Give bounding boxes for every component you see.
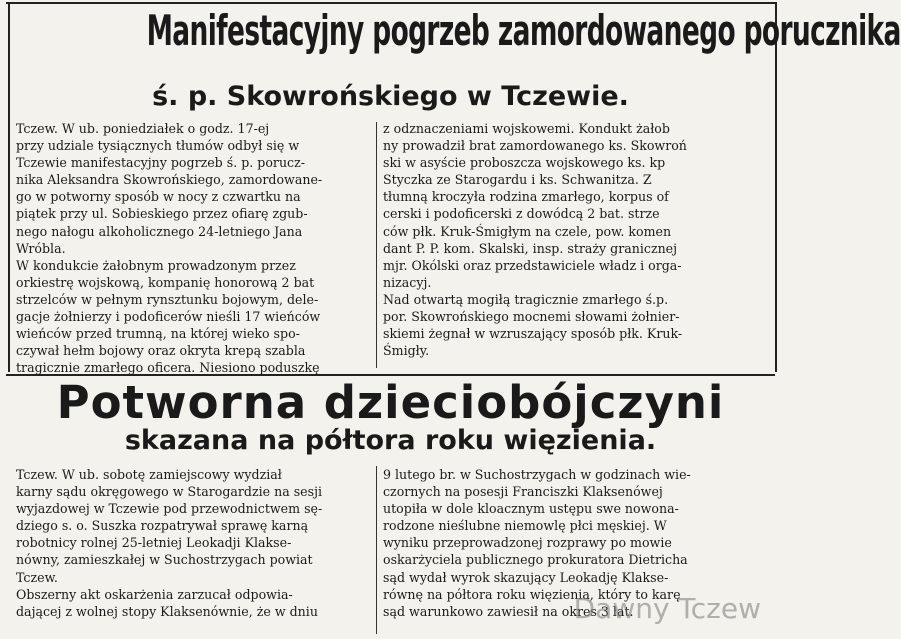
text-line: nika Aleksandra Skowrońskiego, zamordowane-: [16, 172, 323, 188]
text-line: ny prowadził brat zamordowanego ks. Skowroń: [383, 138, 687, 154]
article2-subheadline: skazana na półtora roku więzienia.: [124, 425, 657, 456]
text-line: nizacyj.: [383, 274, 432, 290]
text-line: ski w asyście proboszcza wojskowego ks. kp: [383, 155, 666, 171]
text-line: orkiestrę wojskową, kompanię honorową 2 bat: [16, 274, 315, 290]
text-line: nówny, zamieszkałej w Suchostrzygach powiat: [16, 552, 313, 568]
article1-column-1: [16, 120, 370, 376]
text-line: czornych na posesji Franciszki Klaksenówej: [383, 484, 663, 500]
right-border: [775, 2, 777, 372]
text-line: 9 lutego br. w Suchostrzygach w godzinach wie-: [383, 467, 691, 482]
text-line: robotnicy rolnej 25-letniej Leokadji Klakse-: [16, 535, 292, 551]
text-line: Śmigły.: [383, 343, 430, 359]
text-line: gacje żołnierzy i podoficerów nieśli 17 wieńców: [16, 309, 321, 325]
article2-headline: Potworna dzieciobójczyni: [56, 376, 725, 429]
text-line: utopiła w dole kloacznym ustępu swe nowona-: [383, 501, 679, 517]
text-line: wieńców przed trumną, na której wieko spo-: [16, 326, 300, 342]
text-line: por. Skowrońskiego mocnemi słowami żołnier-: [383, 309, 680, 325]
text-line: tragicznie zmarłego oficera. Niesiono poduszkę: [16, 360, 320, 376]
text-line: cerski i podoficerski z dowódcą 2 bat. strze: [383, 206, 660, 222]
column-rule: [376, 466, 377, 634]
text-line: dającej z wolnej stopy Klaksenównie, że w dniu: [16, 603, 318, 619]
article1-subheadline: ś. p. Skowrońskiego w Tczewie.: [152, 81, 629, 112]
text-line: z odznaczeniami wojskowemi. Kondukt żałob: [383, 121, 670, 136]
text-line: rodzone nieślubne niemowlę płci męskiej. W: [383, 518, 667, 534]
text-line: oskarżyciela publicznego prokuratora Dietricha: [383, 552, 688, 568]
text-line: Tczew. W ub. sobotę zamiejscowy wydział: [16, 467, 282, 482]
text-line: dziego s. o. Suszka rozpatrywał sprawę karną: [16, 518, 309, 534]
text-line: tłumną kroczyła rodzina zmarłego, korpus of: [383, 189, 669, 205]
text-line: Tczew.: [16, 569, 58, 585]
text-line: przy udziale tysiącznych tłumów odbył się w: [16, 138, 300, 154]
text-line: wyniku przeprowadzonej rozprawy po mowie: [383, 535, 672, 551]
text-line: strzelców w pełnym rynsztunku bojowym, dele-: [16, 291, 319, 307]
text-line: ców płk. Kruk-Śmigłym na czele, pow. komen: [383, 223, 672, 239]
text-line: Wróbla.: [16, 240, 66, 256]
article2-column-1: [16, 466, 370, 620]
text-line: nego nałogu alkoholicznego 24-letniego Jana: [16, 223, 303, 239]
text-line: czywał hełm bojowy oraz okryta krepą szabla: [16, 343, 306, 359]
text-line: skiemi żegnał w wzruszający sposób płk. Kruk-: [383, 326, 683, 342]
text-line: Styczka ze Starogardu i ks. Schwanitza. Z: [383, 172, 652, 188]
text-line: dant P. P. kom. Skalski, insp. straży granicznej: [383, 240, 678, 256]
article1-column-2: [383, 120, 755, 359]
text-line: piątek przy ul. Sobieskiego przez ofiarę zgub-: [16, 206, 308, 222]
text-line: go w potworny sposób w nocy z czwartku na: [16, 189, 301, 205]
column-rule: [376, 122, 377, 368]
text-line: równę na półtora roku więzienia, który to karę: [383, 586, 681, 602]
text-line: sąd warunkowo zawiesił na okres 3 lat.: [383, 603, 634, 619]
left-border: [8, 2, 10, 372]
text-line: wyjazdowej w Tczewie pod przewodnictwem sę-: [16, 501, 323, 517]
text-line: karny sądu okręgowego w Starogardzie na sesji: [16, 484, 323, 500]
article1-headline: Manifestacyjny pogrzeb zamordowanego porucznika: [146, 6, 901, 55]
watermark: Dawny Tczew: [573, 592, 761, 625]
text-line: sąd wydał wyrok skazujący Leokadję Klakse-: [383, 569, 669, 585]
text-line: mjr. Okólski oraz przedstawiciele władz i orga-: [383, 257, 682, 273]
text-line: Tczew. W ub. poniedziałek o godz. 17-ej: [16, 121, 270, 136]
text-line: Nad otwartą mogiłą tragicznie zmarłego ś.p.: [383, 291, 669, 307]
text-line: Tczewie manifestacyjny pogrzeb ś. p. porucz-: [16, 155, 305, 171]
text-line: Obszerny akt oskarżenia zarzucał odpowia-: [16, 586, 293, 602]
text-line: W kondukcie żałobnym prowadzonym przez: [16, 257, 296, 273]
